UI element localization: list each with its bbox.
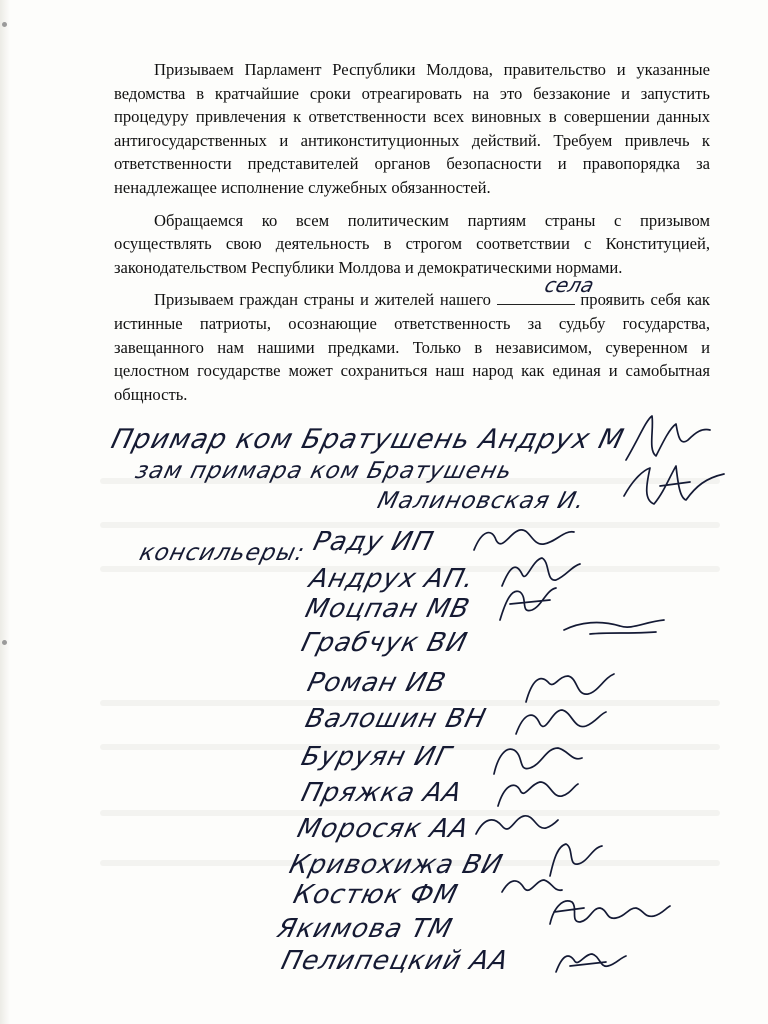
councillor-name: Кривохижа ВИ — [286, 850, 507, 880]
councillor-name: Пелипецкий АА — [278, 946, 512, 976]
councillor-name: Буруян ИГ — [298, 742, 455, 772]
paragraph-3 — [114, 273, 710, 406]
deputy-mayor-name: Малиновская И. — [374, 488, 588, 514]
councillor-signature — [490, 580, 570, 626]
paragraph-1: Призываем Парламент Республики Молдова, правительство и указанные ведомства в кратчайшие сроки отреагировать на это беззаконие и запустить процедуру привлечения к ответственности всех виновных в совершении данных антигосударственных и антиконституционных действий. Требуем привлечь к ответственности представителей органов безопасности и правопорядка за ненадлежащее исполнение служебных обязанностей. — [114, 60, 710, 197]
councillor-name: Грабчук ВИ — [298, 628, 471, 658]
councillor-name: Раду ИП — [310, 527, 437, 557]
councillor-name: Пряжка АА — [298, 778, 466, 808]
councillor-name: Якимова ТМ — [274, 914, 456, 944]
scan-edge — [0, 0, 10, 1024]
councillor-name: Моцпан МВ — [302, 594, 474, 624]
punch-hole — [2, 22, 7, 27]
village-blank — [497, 273, 597, 305]
mayor-line: Примар ком Братушень Андрух М — [108, 424, 628, 455]
councillor-signature — [544, 888, 674, 938]
councillor-signature — [550, 944, 630, 980]
deputy-mayor-signature — [620, 456, 730, 516]
councillor-name: Валошин ВН — [302, 704, 490, 734]
paragraph-3-start: Призываем граждан страны и жителей нашего — [154, 290, 491, 310]
paragraph-2: Обращаемся ко всем политическим партиям страны с призывом осуществлять свою деятельность в строгом соответствии с Конституцией, законодательством Республики Молдова и демократическими нормами. — [114, 210, 710, 277]
punch-hole — [2, 640, 7, 645]
paragraph-3-end: проявить себя как истинные патриоты, осознающие ответственность за судьбу государства, завещанного нам нашими предками. Только в независимом, суверенном и целостном государстве может сохраниться наш народ как единая и самобытная общность. — [114, 290, 710, 404]
councillors-label: консильеры: — [136, 540, 308, 566]
councillor-name: Роман ИВ — [304, 668, 450, 698]
councillor-name: Моросяк АА — [294, 814, 472, 844]
councillor-signature — [560, 612, 670, 642]
councillor-name: Костюк ФМ — [290, 880, 462, 910]
deputy-mayor-line: зам примара ком Братушень — [132, 458, 516, 484]
printed-text — [114, 58, 710, 415]
councillor-name: Андрух АП. — [306, 564, 478, 594]
village-blank-handwritten: села — [541, 273, 597, 298]
